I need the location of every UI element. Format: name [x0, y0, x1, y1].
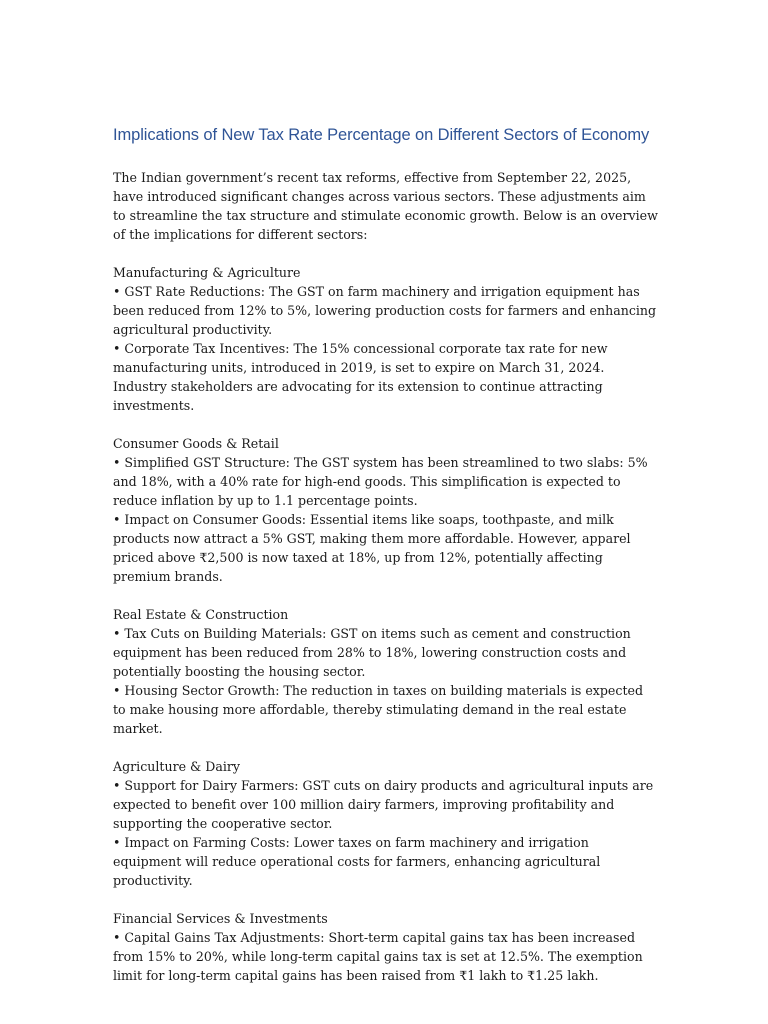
- section-consumer-goods-retail: [113, 434, 658, 586]
- document-page: [113, 124, 658, 1004]
- bullet-item: • Impact on Farming Costs: Lower taxes on farm machinery and irrigation equipment will reduce operational costs for farmers, enhancing agricultural productivity.: [113, 835, 601, 888]
- section-manufacturing-agriculture: [113, 263, 658, 415]
- section-financial-services-investments: [113, 909, 658, 985]
- bullet-item: • Support for Dairy Farmers: GST cuts on dairy products and agricultural inputs are expected to benefit over 100 million dairy farmers, improving profitability and supporting the cooperative sector.: [113, 778, 654, 831]
- bullet-item: • GST Rate Reductions: The GST on farm machinery and irrigation equipment has been reduced from 12% to 5%, lowering production costs for farmers and enhancing agricultural productivity.: [113, 284, 657, 337]
- section-heading: Real Estate & Construction: [113, 607, 289, 622]
- intro-paragraph: The Indian government’s recent tax reforms, effective from September 22, 2025, have introduced significant changes across various sectors. These adjustments aim to streamline the tax structure and stimulate economic growth. Below is an overview of the implications for different sectors:: [113, 170, 658, 242]
- section-heading: Consumer Goods & Retail: [113, 436, 279, 451]
- section-real-estate-construction: [113, 605, 658, 738]
- bullet-item: • Tax Cuts on Building Materials: GST on items such as cement and construction equipment has been reduced from 28% to 18%, lowering construction costs and potentially boosting the housing sector.: [113, 626, 631, 679]
- section-agriculture-dairy: [113, 757, 658, 890]
- bullet-item: • Simplified GST Structure: The GST system has been streamlined to two slabs: 5% and 18%, with a 40% rate for high-end goods. This simplification is expected to reduce inflation by up to 1.1 percentage points.: [113, 455, 648, 508]
- bullet-item: • Impact on Consumer Goods: Essential items like soaps, toothpaste, and milk products now attract a 5% GST, making them more affordable. However, apparel priced above ₹2,500 is now taxed at 18%, up from 12%, potentially affecting premium brands.: [113, 512, 631, 584]
- document-title: Implications of New Tax Rate Percentage on Different Sectors of Economy: [113, 126, 650, 144]
- section-heading: Manufacturing & Agriculture: [113, 265, 301, 280]
- section-heading: Agriculture & Dairy: [113, 759, 241, 774]
- bullet-item: • Corporate Tax Incentives: The 15% concessional corporate tax rate for new manufacturing units, introduced in 2019, is set to expire on March 31, 2024. Industry stakeholders are advocating for its extension to continue attracting investments.: [113, 341, 608, 413]
- bullet-item: • Capital Gains Tax Adjustments: Short-term capital gains tax has been increased from 15% to 20%, while long-term capital gains tax is set at 12.5%. The exemption limit for long-term capital gains has been raised from ₹1 lakh to ₹1.25 lakh.: [113, 930, 643, 983]
- bullet-item: • Housing Sector Growth: The reduction in taxes on building materials is expected to make housing more affordable, thereby stimulating demand in the real estate market.: [113, 683, 644, 736]
- section-heading: Financial Services & Investments: [113, 911, 328, 926]
